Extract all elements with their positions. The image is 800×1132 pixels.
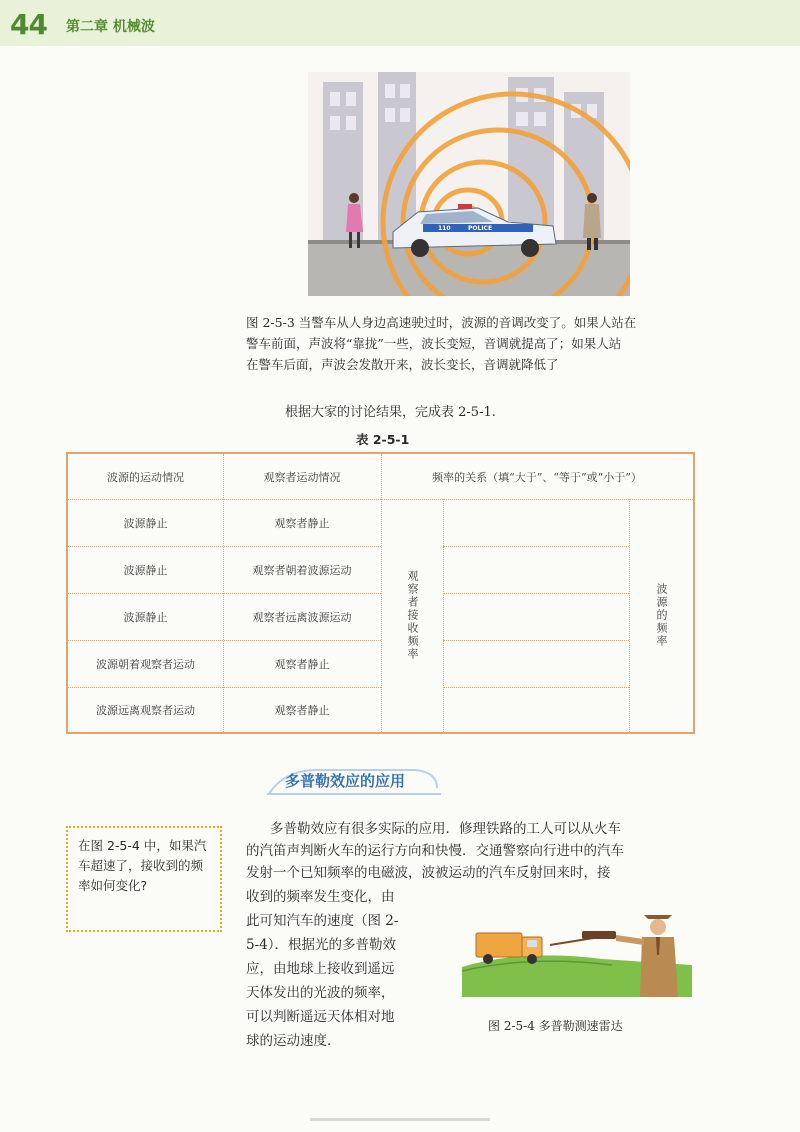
source-frequency-cell [629,499,693,732]
row-1-source: 波源静止 [123,516,168,530]
discussion-instruction: 根据大家的讨论结果，完成表 2-5-1. [285,405,496,420]
body-line: 多普勒效应有很多实际的应用．修理铁路的工人可以从火车 [270,821,621,837]
body-line: 天体发出的光波的频率， [246,985,395,1001]
body-line: 球的运动速度． [246,1033,341,1049]
row-4-source: 波源朝着观察者运动 [96,657,195,671]
header-observer-motion: 观察者运动情况 [263,470,341,484]
caption-line: 警车前面，声波将“靠拢”一些，波长变短，音调就提高了；如果人站 [246,336,622,351]
row-5-observer: 观察者静止 [274,703,330,717]
row-5-source: 波源远离观察者运动 [96,703,195,717]
caption-line: 在警车后面，声波会发散开来，波长变长，音调就降低了 [246,357,559,372]
doppler-radar-illustration [462,905,692,997]
received-frequency-label: 观察者接收频率 [406,570,419,661]
police-text: POLICE [468,225,493,232]
figure-2-5-3-caption [246,312,706,375]
chapter-title: 第二章 机械波 [66,19,155,35]
body-line: 应，由地球上接收到遥远 [246,961,395,977]
header-source-motion: 波源的运动情况 [107,470,184,484]
section-heading: 多普勒效应的应用 [285,772,406,790]
body-line: 发射一个已知频率的电磁波，波被运动的汽车反射回来时，接 [246,865,611,881]
body-line: 的汽笛声判断火车的运行方向和快慢．交通警察向行进中的汽车 [246,843,624,859]
body-line: 5-4）．根据光的多普勒效 [246,937,396,953]
figure-2-5-4-caption: 图 2-5-4 多普勒测速雷达 [488,1019,623,1033]
caption-line: 图 2-5-3 当警车从人身边高速驶过时，波源的音调改变了。如果人站在 [246,315,637,330]
police-car-doppler-illustration [308,72,630,296]
row-3-source: 波源静止 [123,610,168,624]
row-4-observer: 观察者静止 [274,657,330,671]
body-line: 此可知汽车的速度（图 2- [246,913,399,929]
frequency-table [66,452,695,734]
car-number-text: 110 [438,225,451,232]
table-title: 表 2-5-1 [356,432,410,447]
row-1-observer: 观察者静止 [274,516,330,530]
row-2-source: 波源静止 [123,563,168,577]
footer-divider [310,1118,490,1121]
body-line: 可以判断遥远天体相对地 [246,1009,395,1025]
received-frequency-cell [381,499,443,732]
row-3-observer: 观察者远离波源运动 [252,610,352,624]
page-number: 44 [10,8,47,41]
source-frequency-label: 波源的频率 [655,583,668,648]
row-2-observer: 观察者朝着波源运动 [252,563,352,577]
body-line: 收到的频率发生变化，由 [246,889,395,905]
side-note-box [66,826,222,932]
header-frequency-relation: 频率的关系（填“大于”、“等于”或“小于”） [432,470,642,484]
side-note-text: 在图 2-5-4 中，如果汽车超速了，接收到的频率如何变化? [78,838,207,893]
